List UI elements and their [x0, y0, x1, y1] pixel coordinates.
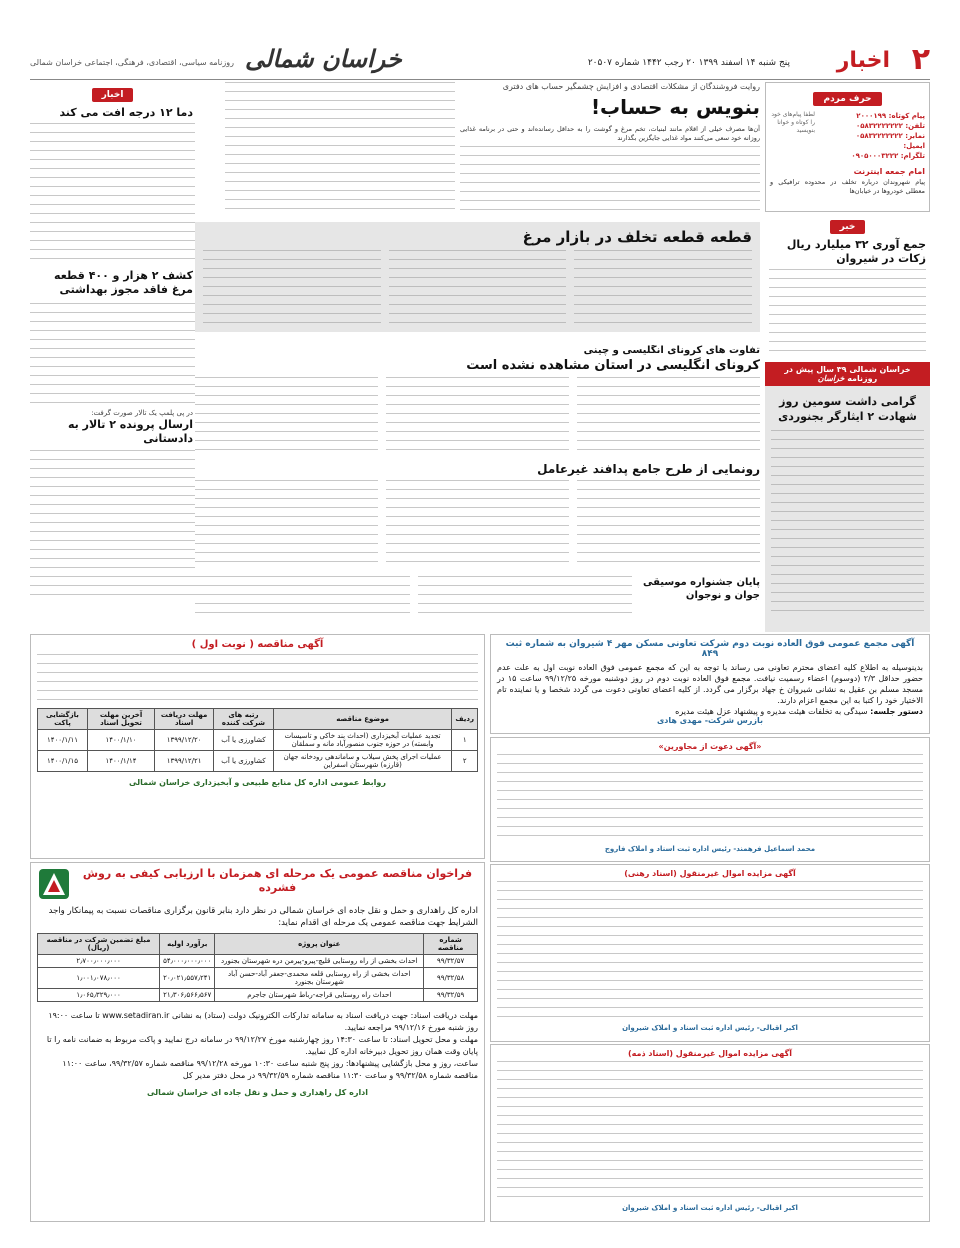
ad-auction2-footer: اکبر اقبالی- رئیس اداره ثبت اسناد و املاک شیروان — [622, 1204, 798, 1212]
table-cell: ۱۴۰۰/۱/۱۱ — [38, 730, 88, 751]
table-cell: احداث بخشی از راه روستایی قلعه محمدی-جعفر آباد-حسن آباد شهرستان بجنورد — [215, 968, 424, 989]
paper-logo: خراسان شمالی — [245, 44, 402, 73]
table-row — [38, 751, 478, 772]
ad-road-intro: اداره کل راهداری و حمل و نقل جاده ای خراسان شمالی در نظر دارد بنابر قانون برگزاری مناقصات نسبت به پیمانکار واجد الشرایط جهت مناقصه عمومی یک مرحله ای اقدام نماید: — [48, 906, 478, 928]
table-cell: کشاورزی یا آب — [214, 730, 274, 751]
contact-line: پیام کوتاه: ۲۰۰۰۱۹۹ — [856, 112, 925, 120]
table-cell: ۱۴۰۰/۱/۱۴ — [87, 751, 154, 772]
table-header: برآورد اولیه — [160, 934, 215, 955]
table-cell: ۱۴۰۰/۱/۱۵ — [38, 751, 88, 772]
lead-title: بنویس به حساب! — [590, 95, 760, 119]
table-cell: ۱ — [452, 730, 478, 751]
table-cell: ۲٫۷۰۰٫۰۰۰٫۰۰۰ — [38, 955, 160, 968]
table-cell: ۹۹/۳۲/۵۷ — [424, 955, 478, 968]
table-cell: کشاورزی یا آب — [214, 751, 274, 772]
table-header: عنوان پروژه — [215, 934, 424, 955]
chicken-story — [195, 222, 760, 332]
ad-auction1-title: آگهی مزایده اموال غیرمنقول (اسناد رهنی) — [624, 869, 796, 878]
table-cell: احداث بخشی از راه روستایی قلیچ-پیرو-پیرمن دره شهرستان بجنورد — [215, 955, 424, 968]
left-h1: دما ۱۲ درجه افت می کند — [59, 106, 193, 119]
contact-line: تلگرام: ۰۹۰۵۰۰۰۳۲۲۲ — [851, 152, 925, 160]
table-cell: تجدید عملیات آبخیزداری (احداث بند خاکی و تاسیسات وابسته) در حوزه جنوب منصورآباد مانه و سملقان — [273, 730, 452, 751]
ad-tender-title: آگهی مناقصه ( نوبت اول ) — [191, 639, 324, 650]
table-cell: ۱۳۹۹/۱۲/۲۱ — [155, 751, 214, 772]
table-cell: ۹۹/۳۲/۵۸ — [424, 968, 478, 989]
table-cell: ۱۴۰۰/۱/۱۰ — [87, 730, 154, 751]
ad-road-bullet: مهلت دریافت اسناد: جهت دریافت اسناد به سامانه تدارکات الکترونیک دولت (ستاد) به نشانی www.setadiran.ir تا ساعت ۱۹:۰۰ روز شنبه مورخ ۹۹/۱۲/۱۶ مراجعه نمایید. — [48, 1011, 478, 1032]
table-cell: ۵۴٫۰۰۰٫۰۰۰٫۰۰۰ — [160, 955, 215, 968]
ad-neighbors-footer: محمد اسماعیل فرهمند- رئیس اداره ثبت اسناد و املاک فاروج — [604, 845, 816, 853]
table-cell: احداث راه روستایی قراجه-رباط شهرستان جاجرم — [215, 989, 424, 1002]
covid-title: کرونای انگلیسی در استان مشاهده نشده است — [466, 358, 760, 373]
table-cell: ۱٫۰۶۵٫۳۲۹٫۰۰۰ — [38, 989, 160, 1002]
table-row — [38, 730, 478, 751]
table-cell: ۹۹/۳۲/۵۹ — [424, 989, 478, 1002]
dateline: پنج شنبه ۱۴ اسفند ۱۳۹۹ ۲۰ رجب ۱۴۴۲ شماره ۲۰۵۰۷ — [587, 58, 790, 68]
table-header: آخرین مهلت تحویل اسناد — [87, 709, 154, 730]
people-item-title: امام جمعه اینترنت — [853, 167, 925, 176]
ad-road-footer: اداره کل راهداری و حمل و نقل جاده ای خراسان شمالی — [146, 1088, 369, 1097]
contact-line: ایمیل: — [903, 142, 925, 150]
left-h3: در پی پلمپ یک تالار صورت گرفت: — [91, 409, 193, 417]
ad-road-bullet: مهلت و محل تحویل اسناد: تا ساعت ۱۴:۳۰ روز چهارشنبه مورخ ۹۹/۱۲/۲۷ در سامانه درج نمایید و پاکت مربوط به ضمانت نامه را تا پایان وقت همان روز تحویل دبیرخانه اداره کل نمایید. — [46, 1035, 478, 1056]
ad-tender — [30, 634, 485, 859]
ad-coop-agenda: سیدگی به تخلفات هیئت مدیره و پیشنهاد عزل هیئت مدیره — [675, 707, 868, 716]
table-row — [38, 989, 478, 1002]
zakat-tag: خبر — [830, 220, 866, 234]
table-header: مهلت دریافت اسناد — [155, 709, 214, 730]
left-tag: اخبار — [92, 88, 134, 102]
people-item-body: پیام شهروندان درباره تخلف در محدوده ترافیکی و معطلی خودروها در خیابان‌ها — [770, 178, 925, 195]
covid-kicker: تفاوت های کرونای انگلیسی و چینی — [583, 345, 760, 356]
anniversary-title: گرامی داشت سومین روز شهادت ۲ ایثارگر بجنوردی — [778, 395, 917, 423]
page-number: ۲ — [911, 42, 930, 77]
ad-road-bullet: ساعت، روز و محل بازگشایی پیشنهادها: روز پنج شنبه ساعت ۱۰:۳۰ مورخه ۹۹/۱۲/۲۸ مناقصه شماره ۹۹/۳۲/۵۷، ساعت ۱۱:۰۰ مناقصه شماره ۹۹/۳۲/۵۸ و ساعت ۱۱:۳۰ مناقصه شماره ۹۹/۳۲/۵۹ در محل دفتر مدیر کل — [62, 1059, 478, 1080]
zakat-story — [765, 214, 930, 359]
defense-story — [195, 462, 760, 574]
contact-line: نمابر: ۰۵۸۳۲۲۲۲۲۲۲ — [855, 132, 925, 140]
left-h2: کشف ۲ هزار و ۴۰۰ قطعه مرغ فاقد مجوز بهداشتی — [54, 269, 193, 296]
table-cell: عملیات اجرای پخش سیلاب و ساماندهی رودخانه جهان (قارزه) شهرستان اسفراین — [273, 751, 452, 772]
ad-road-title: فراخوان مناقصه عمومی یک مرحله ای همزمان با ارزیابی کیفی به روش فشرده — [82, 867, 473, 894]
people-box — [765, 82, 930, 212]
ad-coop-signature: بازرس شرکت- مهدی هادی — [656, 716, 764, 725]
ad-coop-body: بدینوسیله به اطلاع کلیه اعضای محترم تعاونی می رساند با توجه به این که مجمع عمومی فوق العاده نوبت اول به علت عدم حضور حداقل ۲/۳ (دوسوم) اعضاء رسمیت نیافت. مجمع فوق العاده نوبت دوم در روز دوشنبه مورخه ۹۹/۱۲/۲۵ ساعت ۱۵ در مسجد مسلم بن عقیل به نشانی شیروان خ جهاد برگزار می گردد. از کلیه اعضای تعاونی دعوت می گردد شخصا و یا نماینده تام الاختیار خود را کتبا به این مجمع اعزام دارند. — [497, 663, 924, 705]
anniversary-strap: خراسان شمالی ۳۹ سال پیش در روزنامه — [784, 365, 911, 383]
ad-road-table — [37, 933, 478, 1002]
defense-title: رونمایی از طرح جامع پدافند غیرعامل — [537, 462, 760, 476]
table-cell: ۱٫۰۰۱٫۰۷۸٫۰۰۰ — [38, 968, 160, 989]
table-header: ردیف — [452, 709, 478, 730]
ad-auction1-footer: اکبر اقبالی- رئیس اداره ثبت اسناد و املاک شیروان — [622, 1024, 798, 1032]
ad-coop — [490, 634, 930, 734]
ad-coop-agenda-label: دستور جلسه: — [870, 707, 923, 716]
anniversary-brand: خراسان — [817, 374, 845, 383]
left-news-column — [30, 82, 195, 612]
section-title: اخبار — [836, 48, 890, 73]
table-cell: ۱۳۹۹/۱۲/۲۰ — [155, 730, 214, 751]
people-tag: حرف مردم — [813, 92, 881, 106]
zakat-title: جمع آوری ۳۲ میلیارد ریال زکات در شیروان — [786, 238, 926, 265]
ad-auction-2 — [490, 1044, 930, 1222]
tagline: روزنامه سیاسی، اقتصادی، فرهنگی، اجتماعی خراسان شمالی — [30, 58, 234, 67]
ad-tender-footer: روابط عمومی اداره کل منابع طبیعی و آبخیزداری خراسان شمالی — [129, 778, 386, 787]
table-header: بازگشایی پاکت — [38, 709, 88, 730]
lead-story — [460, 82, 760, 222]
table-cell: ۲۱٫۳۰۶٫۵۶۶٫۵۶۷ — [160, 989, 215, 1002]
ad-auction-1 — [490, 864, 930, 1042]
table-row — [38, 955, 478, 968]
covid-story — [195, 345, 760, 460]
road-authority-logo-icon — [37, 867, 71, 901]
table-header: شماره مناقصه — [424, 934, 478, 955]
table-cell: ۲۰٫۰۲۱٫۵۵۷٫۲۴۱ — [160, 968, 215, 989]
table-header: موضوع مناقصه — [273, 709, 452, 730]
anniversary-story — [765, 362, 930, 632]
people-side-note: لطفا پیام‌های خود را کوتاه و خوانا بنویسید — [771, 111, 815, 134]
ad-coop-title: آگهی مجمع عمومی فوق العاده نوبت دوم شرکت تعاونی مسکن مهر ۴ شیروان به شماره ثبت ۸۴۹ — [505, 639, 915, 659]
contact-line: تلفن: ۰۵۸۳۲۲۲۲۲۲۲ — [855, 122, 925, 130]
ad-road — [30, 862, 485, 1222]
festival-title: پایان جشنواره موسیقی جوان و نوجوان — [642, 577, 760, 601]
ad-neighbors-title: «آگهی دعوت از مجاورین» — [658, 742, 762, 751]
chicken-title: قطعه قطعه تخلف در بازار مرغ — [522, 228, 752, 246]
festival-story — [195, 576, 760, 624]
table-row — [38, 968, 478, 989]
lead-lede: آن‌ها مصرف خیلی از اقلام مانند لبنیات، تخم مرغ و گوشت را به حداقل رسانده‌اند و حتی در برنامه غذایی روزانه خود سعی می‌کنند مواد غذایی جایگزین بگذارند — [460, 125, 760, 142]
table-cell: ۲ — [452, 751, 478, 772]
ad-auction2-title: آگهی مزایده اموال غیرمنقول (اسناد ذمه) — [628, 1049, 792, 1058]
table-header: رتبه های شرکت کننده — [214, 709, 274, 730]
table-header: مبلغ تضمین شرکت در مناقصه (ریال) — [38, 934, 160, 955]
ad-tender-table — [37, 708, 478, 772]
lead-kicker: روایت فروشندگان از مشکلات اقتصادی و افزایش چشمگیر حساب های دفتری — [502, 82, 760, 91]
ad-neighbors — [490, 737, 930, 862]
masthead — [30, 40, 930, 80]
left-h4: ارسال پرونده ۲ تالار به دادستانی — [67, 418, 193, 445]
